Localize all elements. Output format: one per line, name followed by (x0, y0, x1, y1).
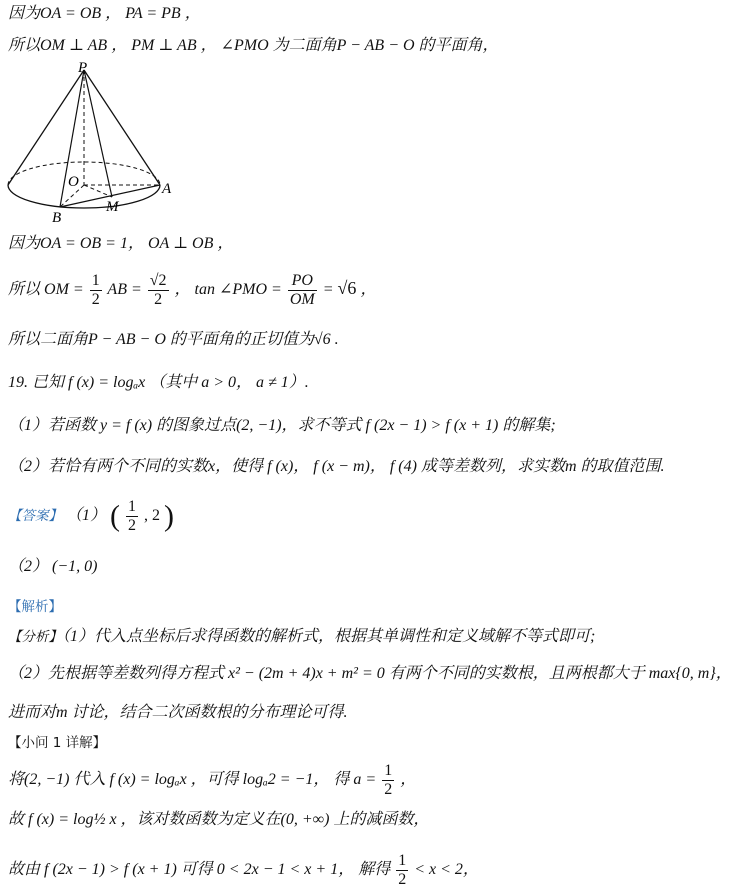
label-A: A (162, 181, 172, 197)
cone-base-back (8, 162, 160, 185)
analysis-tag: 【解析】 (8, 599, 62, 615)
s3-text: 故由 f (2x − 1) > f (x + 1) 可得 0 < 2x − 1 < x + 1， 解得 (8, 861, 391, 878)
l4-sep: ， tan ∠PMO = (174, 281, 282, 298)
label-M: M (106, 199, 119, 215)
analysis-line-2: （2）先根据等差数列得方程式 x² − (2m + 4)x + m² = 0 有两个不同的实数根，且两根都大于 max{0, m}， (8, 665, 732, 682)
analysis-line-3: 进而对m 讨论，结合二次函数根的分布理论可得. (8, 704, 348, 721)
answer-p1: （1） (66, 507, 107, 524)
question-19-part2: （2）若恰有两个不同的实数x，使得 f (x)， f (x − m)， f (4) 成等差数列，求实数m 的取值范围. (8, 458, 665, 475)
cone-diagram (0, 60, 190, 230)
answer-line-2: （2） (−1, 0) (8, 558, 98, 575)
frac-po: PO (288, 272, 317, 291)
text-line-3: 因为OA = OB = 1， OA ⊥ OB ， (8, 235, 234, 252)
text-line-2: 所以OM ⊥ AB ， PM ⊥ AB ， ∠PMO 为二面角P − AB − O 的平面角， (8, 37, 499, 54)
fenxi-tag: 【分析】 (8, 629, 62, 645)
slant-PA (84, 70, 160, 185)
l4-eq: = (322, 281, 334, 298)
frac-sqrt2-den: 2 (154, 290, 163, 308)
label-B: B (52, 210, 62, 226)
answer-frac (126, 498, 138, 535)
sub-question-1-heading: 【小问 1 详解】 (8, 735, 107, 751)
frac-half (90, 272, 102, 309)
s3-end: < x < 2， (414, 861, 479, 878)
label-P: P (78, 60, 88, 76)
s1-text: 将(2, −1) 代入 f (x) = logₐx ，可得 logₐ2 = −1， 得 a = (8, 771, 377, 788)
s3-frac-num: 1 (398, 851, 407, 869)
l4-sqrt6: √6 (337, 278, 357, 298)
solution-line-1 (8, 760, 416, 800)
question-19-part1: （1）若函数 y = f (x) 的图象过点(2, −1)，求不等式 f (2x − 1) > f (x + 1) 的解集; (8, 417, 556, 434)
slant-PB (8, 70, 84, 185)
solution-line-3 (8, 850, 479, 890)
frac-po-om (288, 272, 317, 309)
segment-OM (84, 185, 112, 197)
l4-prefix: 所以 (8, 281, 41, 298)
text-line-1: 因为OA = OB ， PA = PB ， (8, 5, 201, 22)
frac-om: OM (289, 290, 315, 308)
fenxi-text: （1）代入点坐标后求得函数的解析式，根据其单调性和定义域解不等式即可; (62, 628, 596, 645)
l4-ab: AB = (107, 281, 142, 298)
answer-tag: 【答案】 (8, 508, 62, 524)
analysis-line-1 (8, 627, 595, 647)
cone-base-back-dashed (8, 162, 160, 185)
answer-two: , 2 (144, 507, 161, 524)
text-line-5: 所以二面角P − AB − O 的平面角的正切值为√6 . (8, 331, 339, 348)
frac-half-den: 2 (91, 290, 100, 308)
frac-sqrt2-num: √2 (149, 271, 167, 289)
answer-line-1: 【答案】 （1） ( $\frac{1}{2}$ , 2 ) (8, 497, 175, 534)
solution-line-2: 故 f (x) = log½ x ，该对数函数为定义在(0, +∞) 上的减函数， (8, 811, 430, 828)
l4-end: ， (360, 281, 377, 298)
text-line-4 (8, 268, 376, 310)
s1-end: ， (400, 771, 417, 788)
label-O: O (68, 174, 79, 190)
l4-om: OM = (44, 281, 84, 298)
frac-sqrt2 (148, 272, 169, 309)
answer-frac-den: 2 (128, 516, 137, 534)
s3-frac (396, 852, 408, 889)
edge-PM (84, 70, 112, 197)
s3-frac-den: 2 (398, 870, 407, 888)
question-19: 19. 已知 f (x) = logₐx （其中 a > 0， a ≠ 1）. (8, 374, 309, 391)
s1-frac-den: 2 (384, 780, 393, 798)
s1-frac (382, 762, 394, 799)
s1-frac-num: 1 (384, 761, 393, 779)
frac-half-num: 1 (91, 271, 100, 289)
answer-frac-num: 1 (128, 497, 137, 515)
